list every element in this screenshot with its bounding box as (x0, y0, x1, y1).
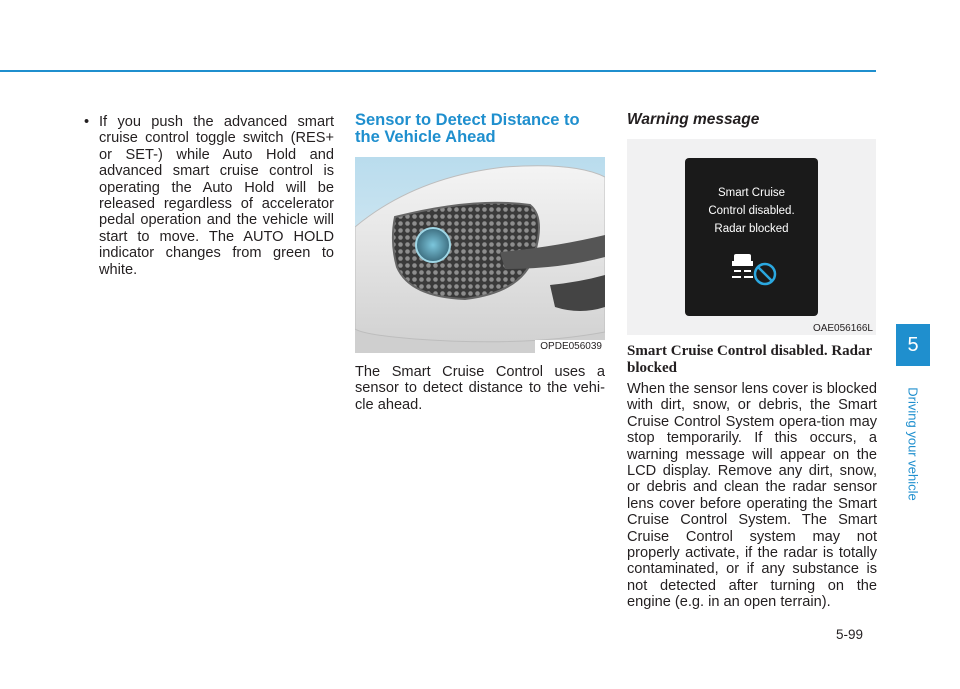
lcd-screen (685, 158, 818, 316)
sensor-heading: Sensor to Detect Distance to the Vehicle Ahead (355, 111, 580, 146)
figure-code-1: OPDE056039 (535, 340, 605, 353)
column-2 (355, 112, 605, 146)
car-front-figure (355, 157, 605, 353)
radar-blocked-icon (731, 252, 779, 288)
page-number: 5-99 (836, 627, 864, 642)
lcd-line-1: Smart Cruise (717, 187, 786, 199)
sensor-body-text: The Smart Cruise Control uses a sensor to detect distance to the vehi-cle ahead. (355, 364, 605, 413)
chapter-number-tab: 5 (896, 324, 930, 366)
column-1 (84, 114, 334, 278)
warning-body-text: When the sensor lens cover is blocked with dirt, snow, or debris, the Smart Cruise Control System opera-tion may stop temporarily. If this occurs, a warning message will appear on the LCD display. Remove any dirt, snow, or debris and clean the radar sensor lens cover before operating the Smart Cruise Control System. The Smart Cruise Control system may not properly activate, if the radar is totally contaminated, or if any substance is not detected after turning on the engine (e.g. in an open terrain). (627, 381, 877, 611)
warning-subheading: Smart Cruise Control disabled. Radar blocked (627, 343, 872, 376)
lcd-message (685, 184, 818, 238)
lcd-warning-figure (627, 139, 876, 335)
car-front-illustration (355, 157, 605, 353)
chapter-title: Driving your vehicle (905, 387, 921, 501)
auto-hold-paragraph: If you push the advanced smart cruise control toggle switch (RES+ or SET-) while Auto Hold and advanced smart cruise control is operating the Auto Hold will be released regardless of accelerator pedal operation and the vehicle will start to move. The AUTO HOLD indicator changes from green to white. (99, 114, 334, 278)
figure-code-2: OAE056166L (808, 322, 876, 335)
lcd-line-2: Control disabled. (708, 205, 795, 217)
warning-heading: Warning message (627, 111, 760, 128)
lcd-line-3: Radar blocked (714, 223, 789, 235)
bullet-marker: • (84, 114, 90, 130)
header-rule (0, 70, 876, 72)
